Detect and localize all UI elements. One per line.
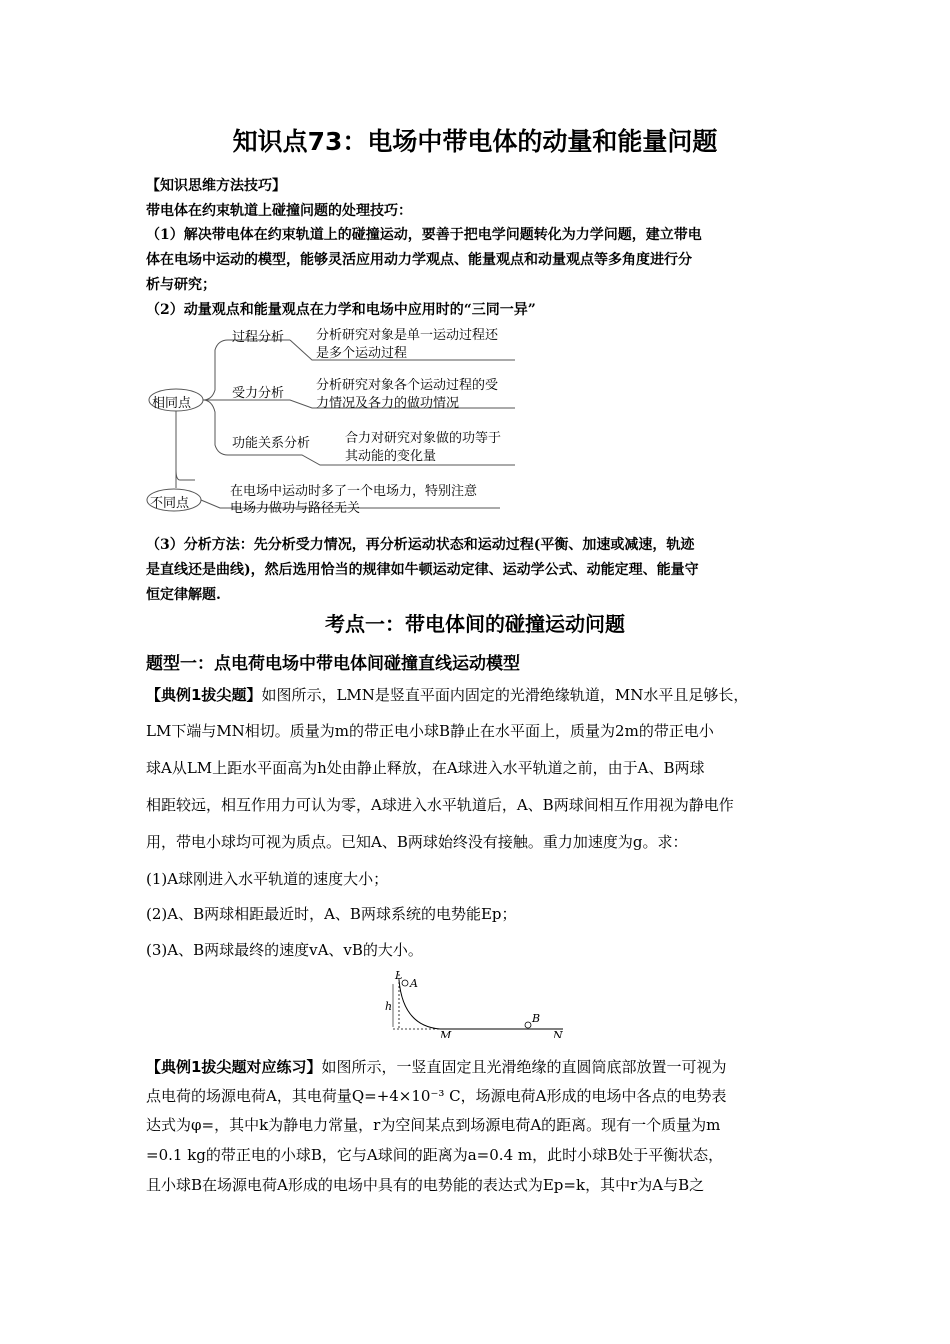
example1-line3: 球A从LM上距水平面高为h处由静止释放，在A球进入水平轨道之前，由于A、B两球 (146, 759, 705, 777)
fig-label-h: h (385, 1000, 393, 1013)
example1-line1 (146, 684, 811, 705)
fig-label-M: M (440, 1029, 452, 1038)
fig-label-B: B (532, 1012, 541, 1025)
example1-line2: LM下端与MN相切。质量为m的带正电小球B静止在水平面上，质量为2m的带正电小 (146, 722, 714, 740)
method-item1-line1: （1）解决带电体在约束轨道上的碰撞运动，要善于把电学问题转化为力学问题，建立带电 (146, 227, 702, 243)
mind-same-node: 相同点 (152, 396, 192, 411)
example1-question2: (2)A、B两球相距最近时，A、B两球系统的电势能Ep； (146, 905, 517, 923)
mind-branch1-line1: 分析研究对象是单一运动过程还 (316, 328, 499, 343)
method-heading: 【知识思维方法技巧】 (146, 178, 286, 194)
method-item2: （2）动量观点和能量观点在力学和电场中应用时的“三同一异” (146, 302, 536, 318)
example1-question1: (1)A球刚进入水平轨道的速度大小； (146, 870, 389, 888)
practice-line1 (146, 1056, 811, 1077)
mind-diff-node: 不同点 (150, 496, 190, 511)
example1-line5: 用，带电小球均可视为质点。已知A、B两球始终没有接触。重力加速度为g。求： (146, 833, 688, 851)
method-item3-line3: 恒定律解题. (146, 587, 221, 603)
page-title: 知识点73：电场中带电体的动量和能量问题 (232, 127, 718, 156)
mind-branch1-line2: 是多个运动过程 (316, 346, 408, 361)
fig-label-A: A (410, 977, 418, 990)
section-title: 考点一：带电体间的碰撞运动问题 (325, 612, 625, 636)
mind-map (140, 320, 540, 520)
mind-branch2-line2: 力情况及各力的做功情况 (316, 396, 460, 411)
practice-line3: 达式为φ=，其中k为静电力常量，r为空间某点到场源电荷A的距离。现有一个质量为m (146, 1116, 721, 1134)
mind-diff-line2: 电场力做功与路径无关 (230, 501, 361, 516)
example1-line4: 相距较远，相互作用力可认为零，A球进入水平轨道后，A、B两球间相互作用视为静电作 (146, 796, 734, 814)
example1-question3: (3)A、B两球最终的速度vA、vB的大小。 (146, 941, 423, 959)
practice-line2: 点电荷的场源电荷A，其电荷量Q=+4×10⁻³ C，场源电荷A形成的电场中各点的电势表 (146, 1087, 727, 1105)
practice-line5: 且小球B在场源电荷A形成的电场中具有的电势能的表达式为Ep=k，其中r为A与B之 (146, 1176, 705, 1194)
practice-tag: 【典例1拔尖题对应练习】 (146, 1058, 322, 1076)
method-item1-line2: 体在电场中运动的模型，能够灵活应用动力学观点、能量观点和动量观点等多角度进行分 (146, 252, 692, 268)
mind-branch1-label: 过程分析 (232, 330, 285, 345)
mind-branch3-line1: 合力对研究对象做的功等于 (345, 431, 502, 446)
mind-branch3-label: 功能关系分析 (232, 436, 311, 451)
method-item3-line2: 是直线还是曲线)，然后选用恰当的规律如牛顿运动定律、运动学公式、动能定理、能量守 (146, 562, 699, 578)
example1-tag: 【典例1拔尖题】 (146, 686, 262, 704)
practice-line4: =0.1 kg的带正电的小球B，它与A球间的距离为a=0.4 m，此时小球B处于平衡状态， (146, 1146, 724, 1164)
example1-text1: 如图所示，LMN是竖直平面内固定的光滑绝缘轨道，MN水平且足够长， (261, 686, 749, 704)
mind-branch2-label: 受力分析 (232, 386, 285, 401)
mind-branch2-line1: 分析研究对象各个运动过程的受 (316, 378, 499, 393)
method-intro: 带电体在约束轨道上碰撞问题的处理技巧： (146, 203, 412, 219)
fig-label-L: L (395, 969, 403, 982)
type-title: 题型一：点电荷电场中带电体间碰撞直线运动模型 (146, 654, 520, 674)
fig-label-N: N (553, 1029, 563, 1038)
track-figure (385, 968, 570, 1038)
method-item1-line3: 析与研究； (146, 277, 216, 293)
practice-text1: 如图所示，一竖直固定且光滑绝缘的直圆筒底部放置一可视为 (321, 1058, 727, 1076)
method-item3-line1: （3）分析方法：先分析受力情况，再分析运动状态和运动过程(平衡、加速或减速，轨迹 (146, 537, 695, 553)
mind-diff-line1: 在电场中运动时多了一个电场力，特别注意 (230, 484, 478, 499)
mind-branch3-line2: 其动能的变化量 (345, 449, 437, 464)
